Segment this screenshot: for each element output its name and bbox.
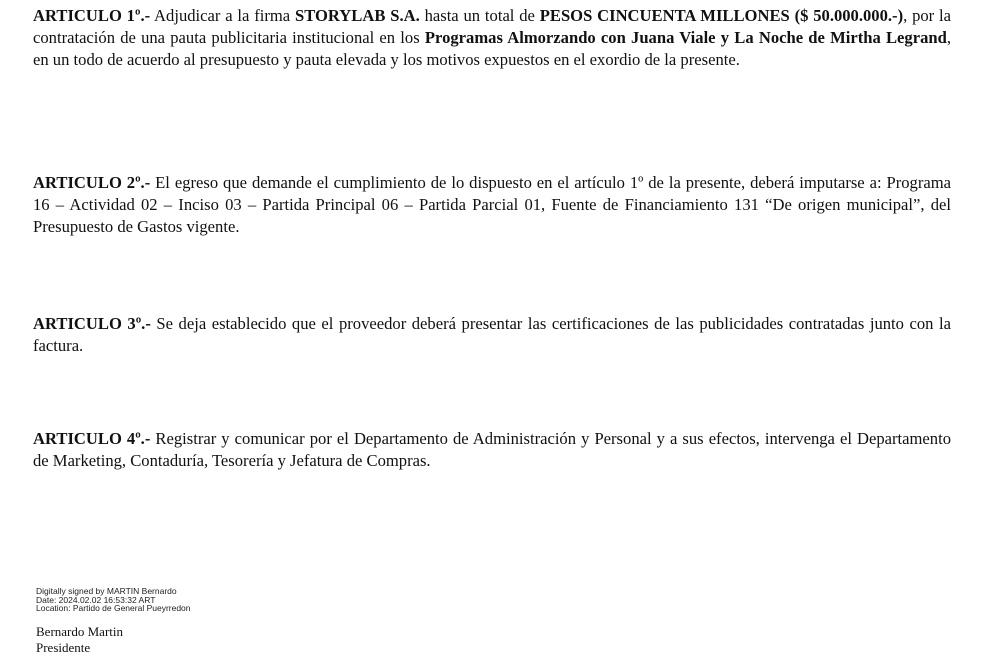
article-1-heading: ARTICULO 1º.-: [33, 6, 151, 25]
signature-location: Location: Partido de General Pueyrredon: [36, 603, 191, 613]
article-1-text: hasta un total de: [419, 6, 540, 25]
article-3: [33, 313, 951, 357]
article-3-heading: ARTICULO 3º.-: [33, 314, 151, 333]
article-1-text: , en un todo de acuerdo al presupuesto y pauta elevada y los motivos expuestos en el exordio de la presente.: [33, 28, 951, 69]
article-1-text: , por la contratación de una pauta publicitaria institucional en los: [33, 6, 952, 47]
amount: PESOS CINCUENTA MILLONES ($ 50.000.000.-): [539, 6, 904, 25]
article-2-heading: ARTICULO 2º.-: [33, 173, 151, 192]
article-4-heading: ARTICULO 4º.-: [33, 429, 151, 448]
article-4: [33, 428, 951, 472]
company-name: STORYLAB S.A.: [295, 6, 420, 25]
article-3-text: Se deja establecido que el proveedor deberá presentar las certificaciones de las publicidades contratadas junto con la factura.: [33, 314, 951, 355]
article-1: [33, 5, 951, 71]
signer-name: Bernardo Martin: [36, 624, 124, 639]
article-1-text: Adjudicar a la firma: [150, 6, 295, 25]
article-2: [33, 172, 951, 238]
digital-signature-stamp: [36, 587, 191, 613]
article-2-text: El egreso que demande el cumplimiento de lo dispuesto en el artículo 1º de la presente, deberá imputarse a: Programa 16 – Actividad 02 – Inciso 03 – Partida Principal 06 – Partida Parcial 01, Fuente de Financiamiento 131 “De origen municipal”, del Presupuesto de Gastos vigente.: [33, 173, 952, 236]
article-4-text: Registrar y comunicar por el Departamento de Administración y Personal y a sus efectos, intervenga el Departamento de Marketing, Contaduría, Tesorería y Jefatura de Compras.: [33, 429, 951, 470]
signer-role: Presidente: [36, 640, 91, 655]
signature-signed-by: Digitally signed by MARTIN Bernardo: [36, 586, 177, 596]
signature-date: Date: 2024.02.02 16:53:32 ART: [36, 594, 156, 605]
program-names: Programas Almorzando con Juana Viale y La Noche de Mirtha Legrand: [424, 28, 947, 47]
